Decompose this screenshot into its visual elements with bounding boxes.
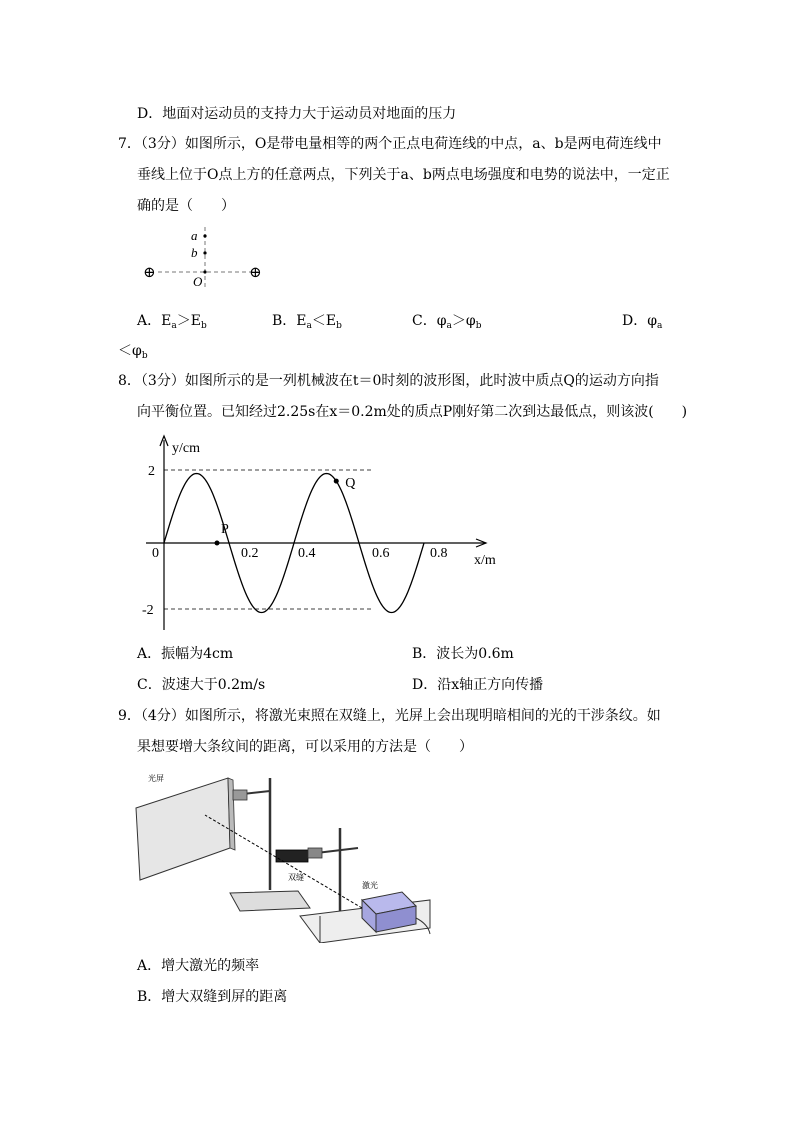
q8-option-a[interactable]: A．振幅为4cm <box>137 646 234 662</box>
q6-option-d: D．地面对运动员的支持力大于运动员对地面的压力 <box>137 106 457 122</box>
label-o: O <box>193 274 203 289</box>
x-axis-label: x/m <box>474 553 496 568</box>
q9-stem-line-2: 果想要增大条纹间的距离，可以采用的方法是（ ） <box>137 739 473 755</box>
x-tick-label-0.8: 0.8 <box>430 546 448 561</box>
q7-option-a[interactable]: A．$E_a>E_b$ <box>137 313 207 331</box>
light-screen <box>136 778 230 880</box>
q8-option-d[interactable]: D．沿x轴正方向传播 <box>412 677 544 693</box>
q7-stem-line-1: 7．（3分）如图所示，O是带电量相等的两个正点电荷连线的中点，a、b是两电荷连线中 <box>118 136 662 152</box>
q7-charge-figure <box>138 222 268 292</box>
point-o <box>203 270 206 273</box>
left-positive-charge-icon: ⊕ <box>143 265 156 281</box>
point-p-label: P <box>221 522 229 537</box>
y-tick-label-max: 2 <box>148 464 155 479</box>
q9-stem-line-1: 9．（4分）如图所示，将激光束照在双缝上，光屏上会出现明暗相间的光的干涉条纹。如 <box>118 708 661 724</box>
point-p-marker <box>215 541 220 546</box>
q8-option-c[interactable]: C．波速大于0.2m/s <box>137 677 266 693</box>
double-slit <box>276 850 308 862</box>
y-axis-label: y/cm <box>172 441 200 456</box>
y-tick-label-min: -2 <box>142 603 154 618</box>
x-tick-label-0.2: 0.2 <box>241 546 259 561</box>
point-a <box>203 234 206 237</box>
label-b: b <box>191 245 198 260</box>
q7-option-b[interactable]: B．$E_a<E_b$ <box>272 313 342 331</box>
q8-option-b[interactable]: B．波长为0.6m <box>412 646 514 662</box>
point-b <box>203 251 206 254</box>
q9-double-slit-apparatus-figure <box>130 768 435 943</box>
q8-stem-line-2: 向平衡位置。已知经过2.25s在x＝0.2m处的质点P刚好第二次到达最低点，则该波( ) <box>137 404 688 420</box>
q7-stem-line-2: 垂线上位于O点上方的任意两点，下列关于a、b两点电场强度和电势的说法中，一定正 <box>137 167 670 183</box>
q7-option-c[interactable]: C．$\varphi_a>\varphi_b$ <box>412 313 482 331</box>
q7-option-d-cont: $<\varphi_b$ <box>118 343 148 361</box>
point-q-marker <box>334 479 339 484</box>
q7-option-d[interactable]: D．$\varphi_a$ <box>622 313 663 331</box>
origin-label: 0 <box>152 546 159 561</box>
x-tick-label-0.4: 0.4 <box>298 546 316 561</box>
screen-label: 光屏 <box>148 774 164 783</box>
q9-option-b[interactable]: B．增大双缝到屏的距离 <box>137 989 288 1005</box>
screen-stand-base <box>230 891 310 911</box>
q8-waveform-chart <box>138 432 508 632</box>
x-tick-label-0.6: 0.6 <box>372 546 390 561</box>
slit-label: 双缝 <box>288 873 304 882</box>
q7-stem-line-3: 确的是（ ） <box>137 198 235 214</box>
right-positive-charge-icon: ⊕ <box>249 265 262 281</box>
q9-option-a[interactable]: A．增大激光的频率 <box>137 958 260 974</box>
label-a: a <box>191 228 198 243</box>
q8-stem-line-1: 8．（3分）如图所示的是一列机械波在t＝0时刻的波形图，此时波中质点Q的运动方向指 <box>118 373 659 389</box>
laser-label: 激光 <box>362 881 378 890</box>
point-q-label: Q <box>345 476 356 492</box>
